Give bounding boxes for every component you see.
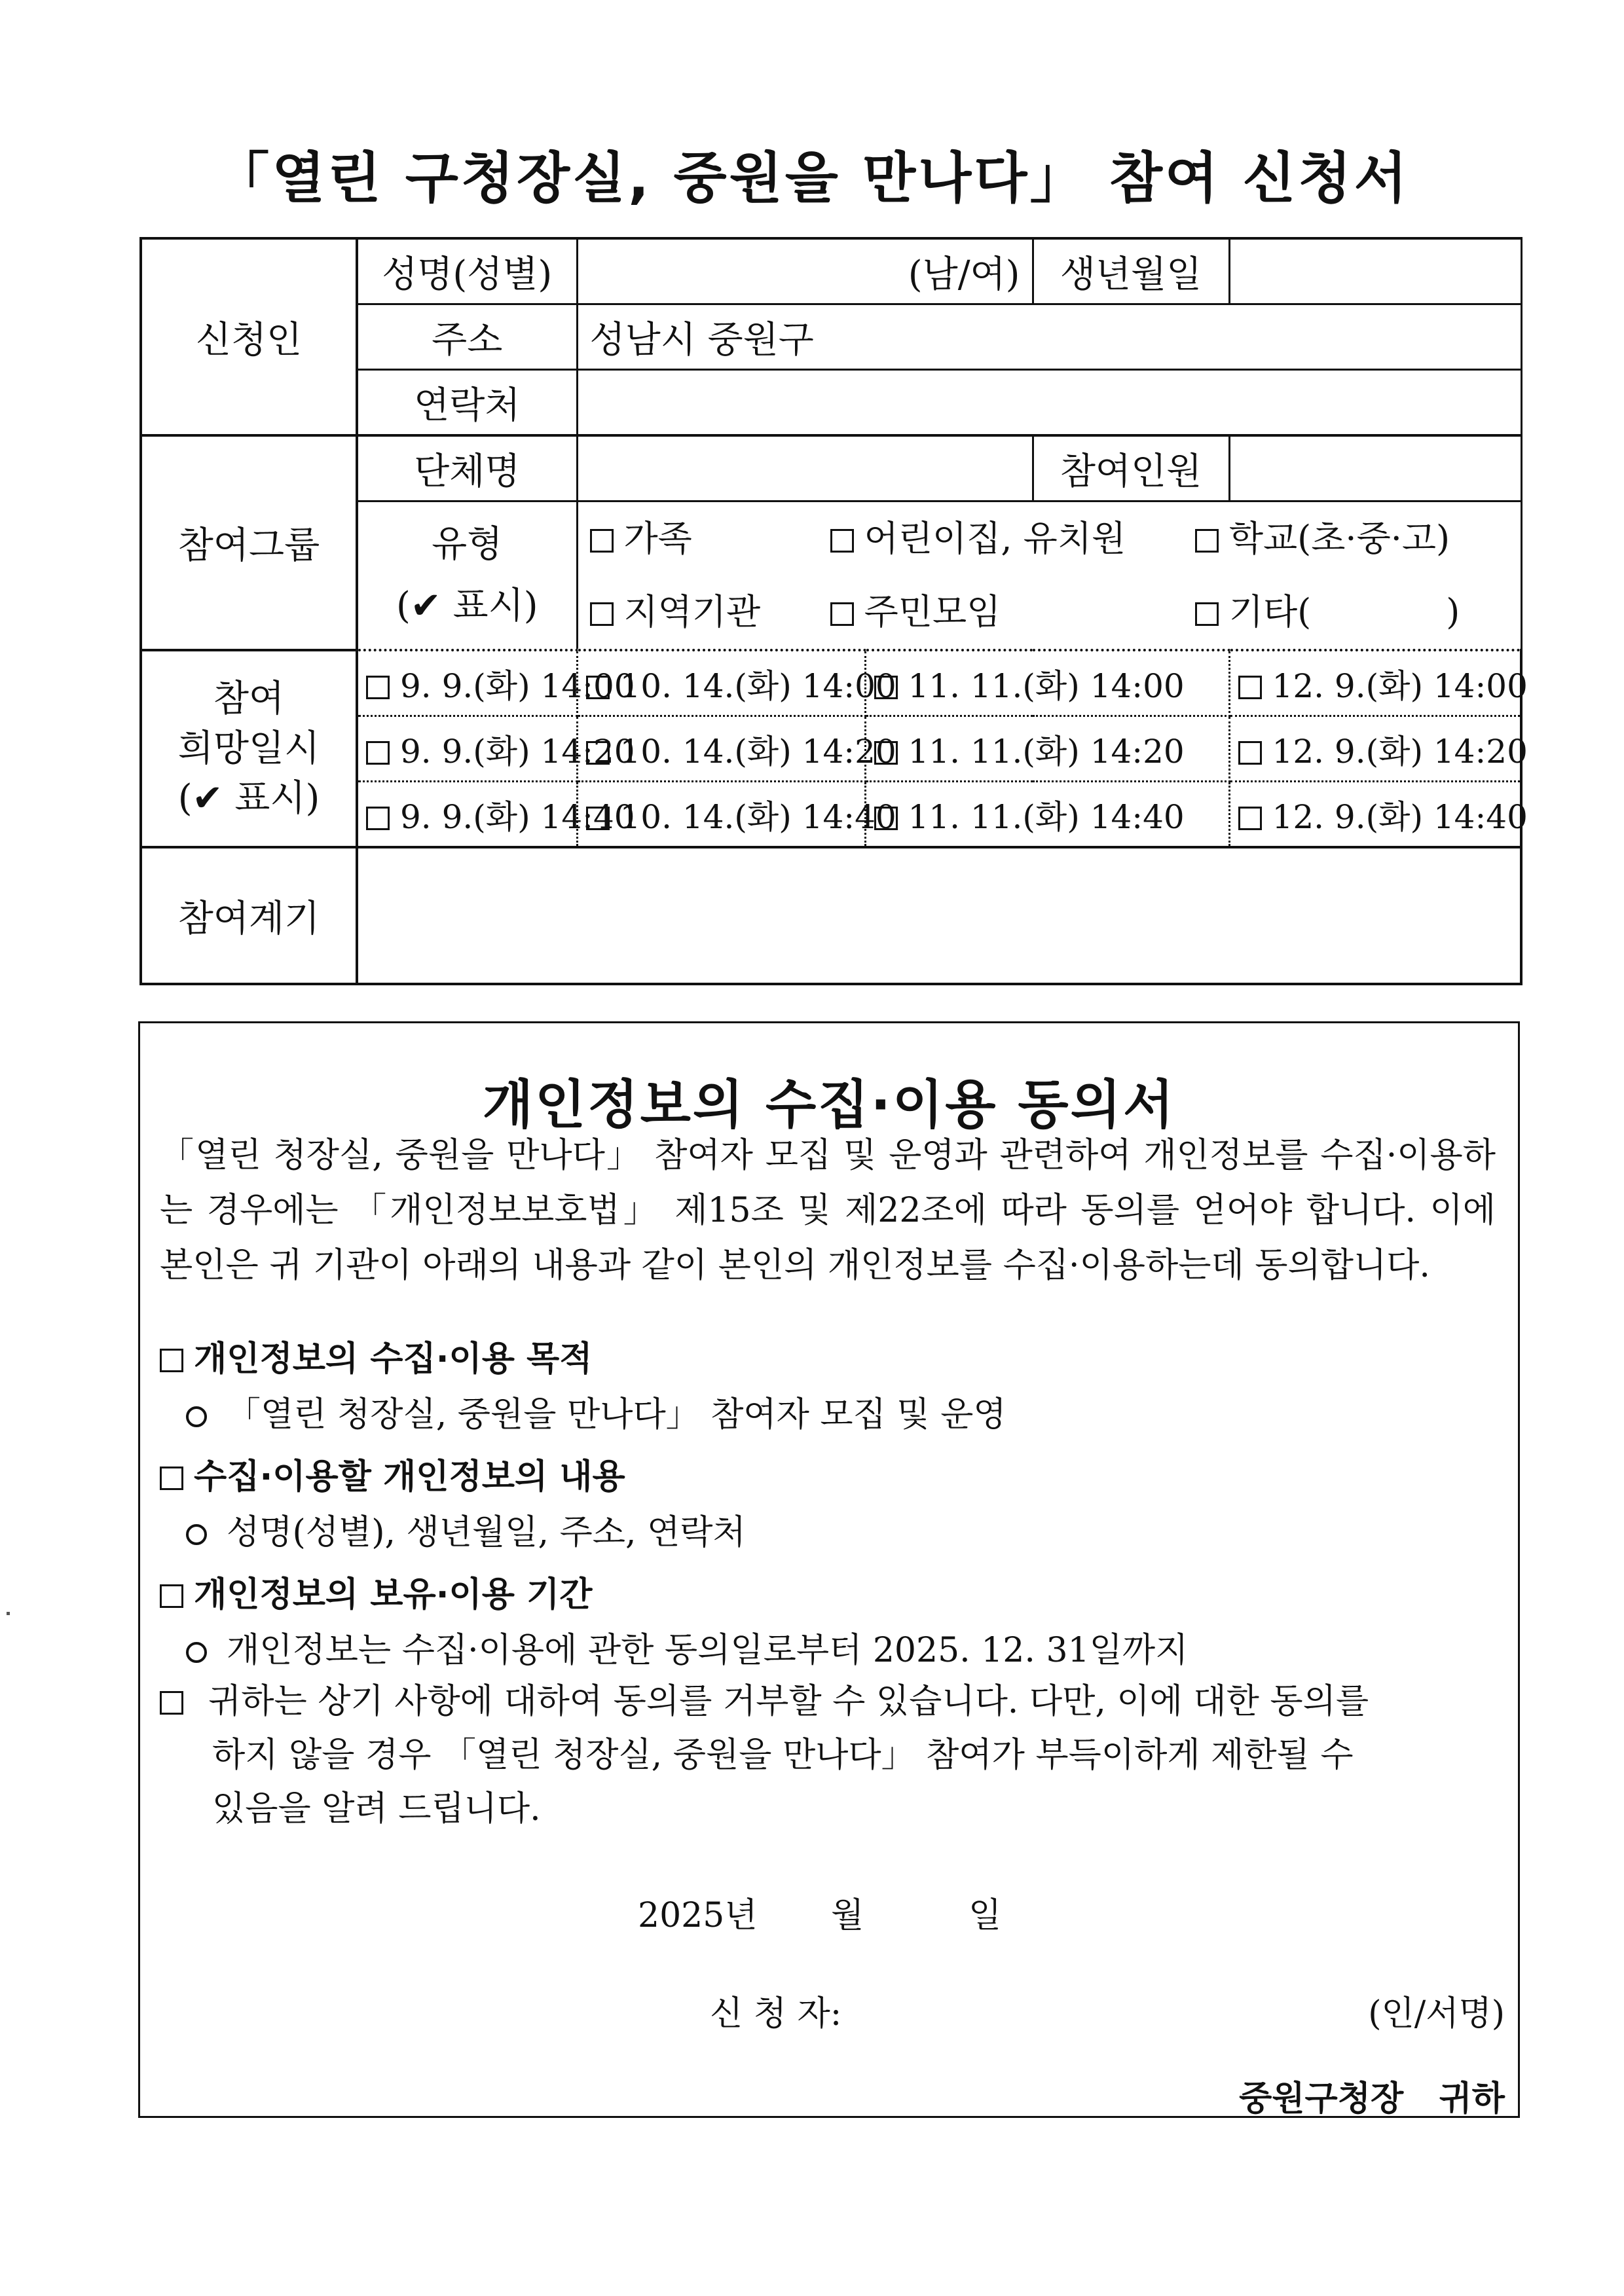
schedule-category: 참여 희망일시 (✔ 표시) [141, 650, 357, 847]
checkbox[interactable] [366, 807, 390, 830]
checkbox[interactable] [1238, 807, 1262, 830]
slot[interactable]: 10. 14.(화) 14:20 [577, 716, 865, 782]
checkbox[interactable] [1195, 529, 1219, 553]
slot[interactable]: 10. 14.(화) 14:40 [577, 782, 865, 848]
checkbox[interactable] [160, 1467, 183, 1490]
section-body: 개인정보는 수집·이용에 관한 동의일로부터 2025. 12. 31일까지 [186, 1622, 1188, 1671]
name-label: 성명(성별) [357, 238, 577, 304]
type-option-residents[interactable]: 주민모임 [830, 575, 1184, 649]
form-title: 「열린 구청장실, 중원을 만나다」 참여 신청서 [214, 146, 1410, 210]
section-heading: 개인정보의 수집·이용 목적 [160, 1331, 593, 1380]
address-field[interactable]: 성남시 중원구 [577, 304, 1521, 370]
type-option-daycare[interactable]: 어린이집, 유치원 [830, 502, 1184, 575]
checkbox[interactable] [874, 741, 898, 765]
date-year: 2025년 [638, 1896, 758, 1935]
motive-field[interactable] [357, 847, 1521, 984]
checkbox[interactable] [590, 529, 614, 553]
date-month: 월 [831, 1896, 864, 1935]
motive-category: 참여계기 [141, 847, 357, 984]
circle-bullet-icon [186, 1642, 207, 1663]
checkbox[interactable] [366, 741, 390, 765]
type-option-school[interactable]: 학교(초·중·고) [1195, 502, 1450, 575]
checkbox[interactable] [874, 676, 898, 699]
slot[interactable]: 10. 14.(화) 14:00 [577, 650, 865, 716]
date-day: 일 [969, 1896, 1002, 1935]
section-heading: 수집·이용할 개인정보의 내용 [160, 1449, 625, 1498]
org-label: 단체명 [357, 435, 577, 501]
type-hint: (✔ 표시) [396, 585, 538, 627]
slot[interactable]: 12. 9.(화) 14:00 [1229, 650, 1521, 716]
name-field[interactable] [577, 238, 1033, 304]
slot[interactable]: 11. 11.(화) 14:20 [865, 716, 1229, 782]
checkbox[interactable] [586, 741, 610, 765]
section-heading: 개인정보의 보유·이용 기간 [160, 1567, 593, 1616]
section-body: 성명(성별), 생년월일, 주소, 연락처 [186, 1504, 746, 1554]
type-option-family[interactable]: 가족 [590, 502, 819, 575]
consent-title: 개인정보의 수집·이용 동의서 [482, 1074, 1176, 1135]
checkbox[interactable] [1238, 741, 1262, 765]
checkbox[interactable] [830, 602, 854, 626]
section-body: 「열린 청장실, 중원을 만나다」 참여자 모집 및 운영 [186, 1387, 1006, 1436]
org-field[interactable] [577, 435, 1033, 501]
slot[interactable]: 9. 9.(화) 14:00 [357, 650, 577, 716]
applicant-category: 신청인 [141, 238, 357, 435]
circle-bullet-icon [186, 1524, 207, 1545]
checkbox[interactable] [160, 1349, 183, 1372]
checkbox[interactable] [160, 1691, 183, 1715]
circle-bullet-icon [186, 1406, 207, 1427]
slot[interactable]: 9. 9.(화) 14:20 [357, 716, 577, 782]
birth-label: 생년월일 [1033, 238, 1229, 304]
slot[interactable]: 9. 9.(화) 14:40 [357, 782, 577, 848]
slot[interactable]: 12. 9.(화) 14:20 [1229, 716, 1521, 782]
type-option-local-agency[interactable]: 지역기관 [590, 575, 819, 649]
checkbox[interactable] [366, 676, 390, 699]
checkbox[interactable] [874, 807, 898, 830]
checkbox[interactable] [590, 602, 614, 626]
signer-label: 신 청 자: [710, 1994, 842, 2033]
birth-field[interactable] [1229, 238, 1521, 304]
checkbox[interactable] [586, 676, 610, 699]
gender-hint: (남/여) [908, 253, 1020, 296]
checkbox[interactable] [586, 807, 610, 830]
group-category: 참여그룹 [141, 435, 357, 650]
count-label: 참여인원 [1033, 435, 1229, 501]
consent-box [138, 1021, 1520, 2118]
contact-field[interactable] [577, 370, 1521, 436]
slot[interactable]: 11. 11.(화) 14:40 [865, 782, 1229, 848]
checkbox[interactable] [1238, 676, 1262, 699]
checkbox[interactable] [830, 529, 854, 553]
type-label: 유형 [432, 523, 503, 566]
count-field[interactable] [1229, 435, 1521, 501]
scan-speck [7, 1612, 10, 1615]
address-label: 주소 [357, 304, 577, 370]
contact-label: 연락처 [357, 370, 577, 436]
sign-hint: (인/서명) [1368, 1994, 1505, 2033]
type-option-other[interactable]: 기타( ) [1195, 575, 1460, 649]
refusal-notice: 귀하는 상기 사항에 대하여 동의를 거부할 수 있습니다. 다만, 이에 대한 동의를 하지 않을 경우 「열린 청장실, 중원을 만나다」 참여가 부득이하게 제한될 수 있음을 알려 드립니다. [160, 1675, 1496, 1836]
application-table [139, 237, 1528, 985]
slot[interactable]: 12. 9.(화) 14:40 [1229, 782, 1521, 848]
slot[interactable]: 11. 11.(화) 14:00 [865, 650, 1229, 716]
type-label-cell [357, 501, 577, 651]
consent-intro: 「열린 청장실, 중원을 만나다」 참여자 모집 및 운영과 관련하여 개인정보를 수집·이용하는 경우에는 「개인정보보호법」 제15조 및 제22조에 따라 동의를 얻어야 합니다. 이에 본인은 귀 기관이 아래의 내용과 같이 본인의 개인정보를 수집·이용하는데 동의합니다. [160, 1136, 1496, 1285]
recipient: 중원구청장 귀하 [1239, 2079, 1505, 2119]
checkbox[interactable] [1195, 602, 1219, 626]
checkbox[interactable] [160, 1584, 183, 1608]
type-options [577, 501, 1521, 651]
